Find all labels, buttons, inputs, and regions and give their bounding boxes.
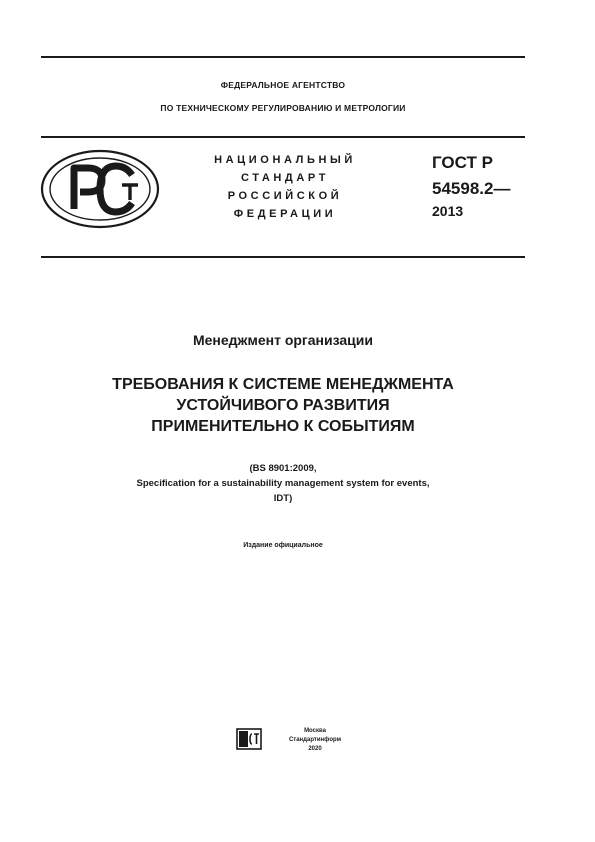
national-standard-line-3: РОССИЙСКОЙ (227, 190, 343, 202)
top-rule (41, 56, 525, 58)
publisher-name: Стандартинформ (288, 737, 342, 743)
edition-note: Издание официальное (243, 542, 323, 549)
agency-name-line-1: ФЕДЕРАЛЬНОЕ АГЕНТСТВО (220, 80, 346, 90)
rst-certification-mark-icon (40, 149, 160, 229)
publisher-city: Москва (304, 728, 326, 734)
document-title-line-2: УСТОЙЧИВОГО РАЗВИТИЯ (176, 397, 390, 414)
original-standard-line-2: Specification for a sustainability management system for events, (136, 478, 430, 489)
national-standard-line-1: НАЦИОНАЛЬНЫЙ (214, 154, 356, 166)
national-standard-line-4: ФЕДЕРАЦИИ (233, 208, 337, 220)
document-title-line-1: ТРЕБОВАНИЯ К СИСТЕМЕ МЕНЕДЖМЕНТА (112, 376, 454, 393)
original-standard-line-3: IDT) (273, 493, 293, 504)
standard-code-year: 2013 (432, 203, 464, 219)
standard-code-number: 54598.2— (432, 179, 511, 198)
standartinform-logo-icon (236, 728, 262, 750)
original-standard-line-1: (BS 8901:2009, (249, 463, 317, 474)
document-subtitle: Менеджмент организации (192, 332, 373, 348)
national-standard-line-2: СТАНДАРТ (240, 172, 330, 184)
document-title-line-3: ПРИМЕНИТЕЛЬНО К СОБЫТИЯМ (151, 418, 415, 435)
header-rule (41, 136, 525, 138)
standard-code-prefix: ГОСТ Р (432, 153, 493, 172)
block-rule (41, 256, 525, 258)
publisher-year: 2020 (308, 746, 322, 752)
agency-name-line-2: ПО ТЕХНИЧЕСКОМУ РЕГУЛИРОВАНИЮ И МЕТРОЛОГИИ (160, 103, 406, 113)
